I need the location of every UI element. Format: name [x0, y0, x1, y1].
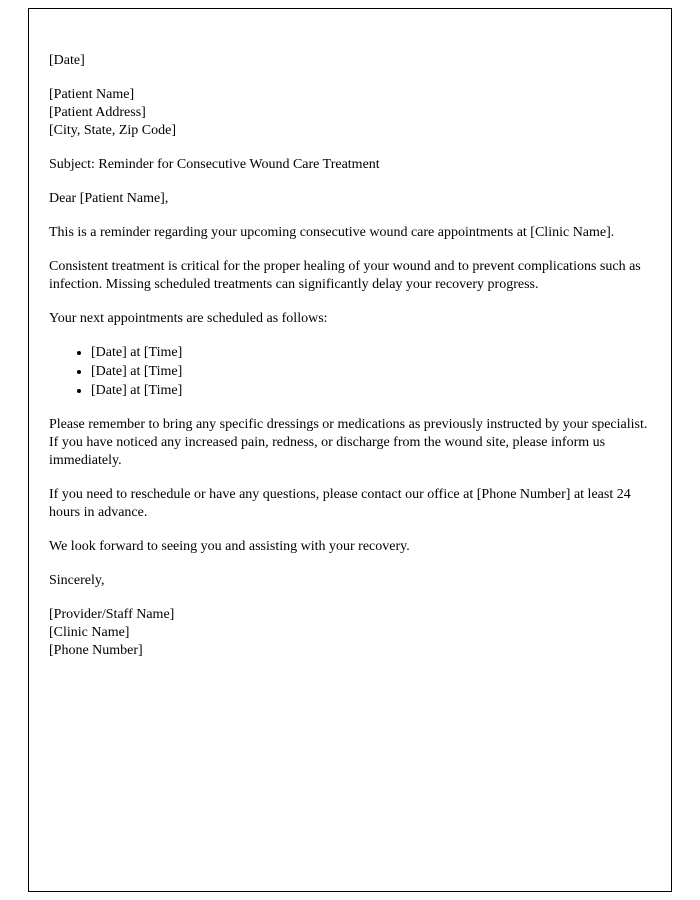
paragraph-instructions: Please remember to bring any specific dressings or medications as previously instructed by your specialist. If you have noticed any increased pain, redness, or discharge from the wound site, please inform us immediately.: [49, 417, 648, 468]
recipient-address: [Patient Address]: [49, 105, 146, 120]
appointment-item: • [Date] at [Time]: [91, 382, 649, 400]
paragraph-schedule-intro: Your next appointments are scheduled as follows:: [49, 311, 328, 326]
appointment-item: • [Date] at [Time]: [91, 344, 649, 362]
paragraph-importance: Consistent treatment is critical for the proper healing of your wound and to prevent complications such as infection. Missing scheduled treatments can significantly delay your recovery progress.: [49, 259, 641, 292]
sign-off: Sincerely,: [49, 573, 105, 588]
paragraph-reschedule: If you need to reschedule or have any questions, please contact our office at [Phone Number] at least 24 hours in advance.: [49, 487, 631, 520]
recipient-address-block: [49, 86, 649, 140]
paragraph-intro: This is a reminder regarding your upcoming consecutive wound care appointments at [Clinic Name].: [49, 225, 615, 240]
signature-phone: [Phone Number]: [49, 643, 143, 658]
appointments-list: [49, 344, 649, 400]
signature-clinic: [Clinic Name]: [49, 625, 130, 640]
letter-body: [49, 52, 649, 660]
recipient-city-state-zip: [City, State, Zip Code]: [49, 123, 177, 138]
letter-page: [28, 8, 672, 892]
recipient-name: [Patient Name]: [49, 87, 135, 102]
signature-provider: [Provider/Staff Name]: [49, 607, 175, 622]
paragraph-closing-line: We look forward to seeing you and assisting with your recovery.: [49, 539, 410, 554]
subject-line: Subject: Reminder for Consecutive Wound Care Treatment: [49, 157, 380, 172]
signature-block: [49, 606, 649, 660]
appointment-item: • [Date] at [Time]: [91, 363, 649, 381]
letter-date: [Date]: [49, 53, 85, 68]
salutation: Dear [Patient Name],: [49, 191, 169, 206]
